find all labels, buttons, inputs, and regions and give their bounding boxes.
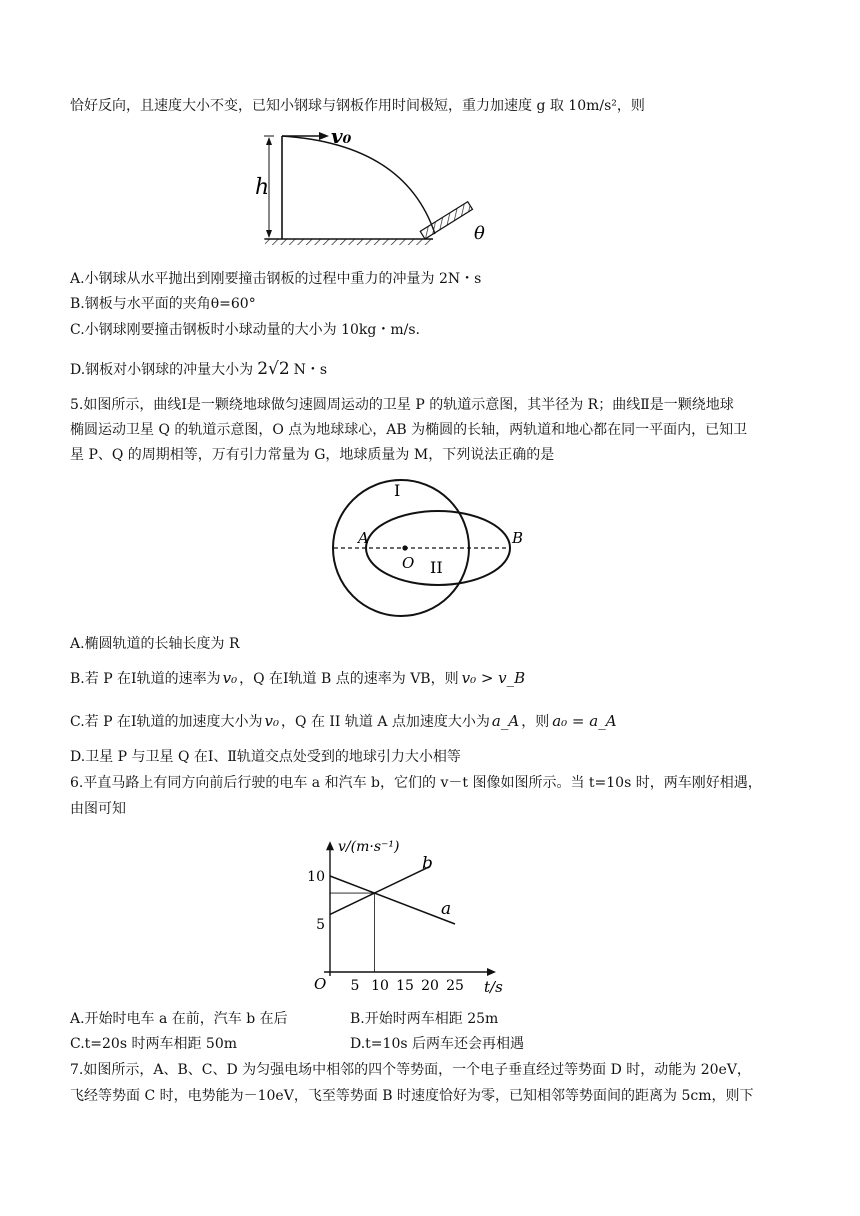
y-axis-arrow xyxy=(326,841,334,850)
y-axis-label: v/(m·s⁻¹) xyxy=(338,839,400,856)
series-line-b xyxy=(330,866,430,914)
q5-option-b xyxy=(70,669,525,688)
q7-stem-line1: 7.如图所示，A、B、C、D 为匀强电场中相邻的四个等势面，一个电子垂直经过等势面 D 时，动能为 20eV， xyxy=(70,1062,751,1078)
point-a-label: A xyxy=(358,529,369,547)
q5-option-c-mid: ，Q 在 II 轨道 A 点加速度大小为 xyxy=(281,714,490,730)
q6-stem-line1: 6.平直马路上有同方向前后行驶的电车 a 和汽车 b，它们的 v－t 图像如图所示。当 t=10s 时，两车刚好相遇， xyxy=(70,775,762,791)
orbit-i-label: I xyxy=(394,481,401,500)
x-tick-label: 5 xyxy=(350,978,360,994)
q5-option-b-mid: ，Q 在Ⅰ轨道 B 点的速率为 VB，则 xyxy=(239,671,459,687)
vt-chart xyxy=(300,838,510,998)
q6-option-b: B.开始时两车相距 25m xyxy=(350,1011,499,1027)
q5-option-c-relation: a₀ = a_A xyxy=(552,712,617,730)
q4-option-d xyxy=(70,359,327,379)
steel-plate xyxy=(420,202,472,239)
q6-option-c: C.t=20s 时两车相距 50m xyxy=(70,1036,238,1052)
q5-option-b-v0: v₀ xyxy=(222,669,238,687)
q4-option-b: B.钢板与水平面的夹角θ=60° xyxy=(70,296,256,312)
intro-line: 恰好反向，且速度大小不变，已知小钢球与钢板作用时间极短，重力加速度 g 取 10m/s²，则 xyxy=(70,98,645,114)
q7-stem-line2: 飞经等势面 C 时，电势能为－10eV，飞至等势面 B 时速度恰好为零，已知相邻等势面间的距离为 5cm，则下 xyxy=(70,1088,754,1104)
x-tick-label: 15 xyxy=(396,978,414,994)
v0-label: v₀ xyxy=(331,126,352,148)
q5-option-b-relation: v₀ > v_B xyxy=(461,669,526,687)
orbit-ii-label: II xyxy=(430,558,443,577)
q5-option-c-text: C.若 P 在Ⅰ轨道的加速度大小为 xyxy=(70,714,263,730)
q5-option-c xyxy=(70,712,617,731)
x-tick-label: 20 xyxy=(421,978,439,994)
trajectory-curve xyxy=(282,136,435,234)
q5-option-c-aa: a_A xyxy=(491,712,520,730)
q4-option-d-prefix: D.钢板对小钢球的冲量大小为 xyxy=(70,362,254,378)
y-tick-label: 10 xyxy=(307,869,325,885)
q5-stem-line3: 星 P、Q 的周期相等，万有引力常量为 G，地球质量为 M，下列说法正确的是 xyxy=(70,447,555,463)
series-label-b: b xyxy=(422,853,433,874)
q4-option-a: A.小钢球从水平抛出到刚要撞击钢板的过程中重力的冲量为 2N・s xyxy=(70,271,482,287)
origin-label: O xyxy=(314,975,327,993)
x-axis-arrow xyxy=(487,968,496,976)
q5-option-a: A.椭圆轨道的长轴长度为 R xyxy=(70,636,240,652)
x-tick-label: 10 xyxy=(371,978,389,994)
q5-stem-line2: 椭圆运动卫星 Q 的轨道示意图，O 点为地球球心，AB 为椭圆的长轴，两轨道和地心都在同一平面内，已知卫 xyxy=(70,422,748,438)
series-line-a xyxy=(330,876,455,924)
h-label: h xyxy=(255,175,270,200)
q4-option-d-unit: N・s xyxy=(293,362,328,378)
q5-option-b-text: B.若 P 在Ⅰ轨道的速率为 xyxy=(70,671,221,687)
q6-stem-line2: 由图可知 xyxy=(70,801,126,817)
series-label-a: a xyxy=(441,899,452,919)
projectile-figure xyxy=(255,126,495,258)
point-o-label: O xyxy=(402,554,415,572)
q6-option-d: D.t=10s 后两车还会再相遇 xyxy=(350,1036,524,1052)
q5-option-c-v0: v₀ xyxy=(264,712,280,730)
point-b-label: B xyxy=(512,529,524,547)
y-tick-label: 5 xyxy=(316,917,325,933)
q6-option-a: A.开始时电车 a 在前，汽车 b 在后 xyxy=(70,1011,288,1027)
q5-option-d: D.卫星 P 与卫星 Q 在Ⅰ、Ⅱ轨道交点处受到的地球引力大小相等 xyxy=(70,749,461,765)
x-axis-label: t/s xyxy=(484,978,503,996)
q4-option-d-value: 2√2 xyxy=(257,359,290,379)
orbit-figure xyxy=(330,472,550,622)
q5-stem-line1: 5.如图所示，曲线Ⅰ是一颗绕地球做匀速圆周运动的卫星 P 的轨道示意图，其半径为 R；曲线Ⅱ是一颗绕地球 xyxy=(70,397,734,413)
earth-center-point xyxy=(402,545,407,550)
x-tick-label: 25 xyxy=(446,978,464,994)
theta-label: θ xyxy=(474,223,485,244)
q5-option-c-end: ，则 xyxy=(521,714,550,730)
q4-option-c: C.小钢球刚要撞击钢板时小球动量的大小为 10kg・m/s. xyxy=(70,322,420,338)
